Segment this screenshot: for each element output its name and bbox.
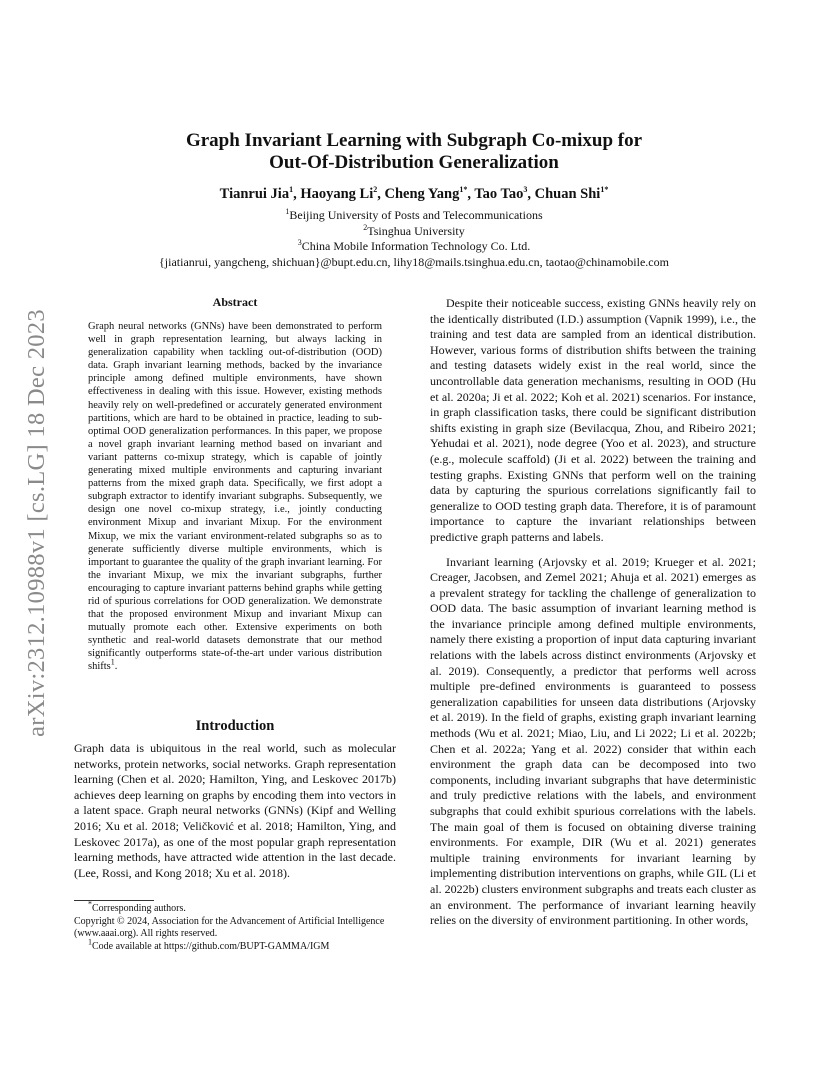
- arxiv-side-stamp: [20, 286, 54, 760]
- paper-title: [90, 130, 738, 174]
- introduction-heading: Introduction: [195, 718, 275, 734]
- affiliation-line: [80, 208, 748, 224]
- footnote-mark: 1: [110, 657, 115, 667]
- affil-text: Beijing University of Posts and Telecommunications: [289, 208, 543, 222]
- affil-text: China Mobile Information Technology Co. Ltd.: [301, 239, 531, 253]
- affil-text: Tsinghua University: [367, 223, 465, 238]
- affiliation-line: [80, 224, 748, 240]
- author-name: Chuan Shi: [534, 186, 601, 202]
- affil-mark: 1: [285, 207, 290, 216]
- footnote-code: $^1$Code available at https://github.com/BUPT-GAMMA/IGM: [88, 937, 330, 952]
- author-name: Tianrui Jia: [219, 186, 290, 202]
- abstract-text: Graph neural networks (GNNs) have been demonstrated to perform well in graph representation learning, but always lacking in generalization capability when tackling out-of-distribution (OOD) data. Graph invariant learning methods, backed by the invariance principle among defined multiple environments, have shown effectiveness in dealing with this issue. However, existing methods heavily rely on well-predefined or accurately generated environment partitions, which are hard to be obtained in practice, leading to sub-optimal OOD generalization performances. In this paper, we propose a novel graph invariant learning method based on invariant and variant patterns co-mixup strategy, which is capable of jointly generating mixed multiple environments and capturing invariant patterns from the mixed graph data. Specifically, we first adopt a subgraph extractor to identify invariant subgraphs. Subsequently, we design one novel co-mixup strategy, i.e., jointly conducting environment Mixup and invariant Mixup. For the environment Mixup, we mix the variant environment-related subgraphs so as to generate sufficiently diverse multiple environments, which is important to guarantee the quality of the graph invariant learning. For the invariant Mixup, we mix the invariant subgraphs, further encouraging to capture invariant patterns behind graphs while getting rid of spurious correlations for OOD generalization. We demonstrate that the proposed environment Mixup and invariant Mixup can mutually promote each other. Extensive experiments on both synthetic and real-world datasets demonstrate that our method significantly outperforms state-of-the-art under various distribution shifts: [88, 321, 382, 673]
- author-list: Tianrui Jia$^1$, Haoyang Li$^2$, Cheng Yang$^{1*}$, Tao Tao$^3$, Chuan Shi$^{1*}$: [219, 185, 609, 202]
- title-line-2: Out-Of-Distribution Generalization: [269, 152, 559, 173]
- footnote-text: Corresponding authors.: [92, 903, 186, 914]
- author-name: Haoyang Li: [300, 186, 374, 202]
- title-line-1: Graph Invariant Learning with Subgraph Co-mixup for: [185, 130, 643, 151]
- affil-mark: 3: [297, 238, 302, 247]
- affiliation-line: [80, 239, 748, 255]
- author-affil-mark: 1*: [459, 185, 468, 195]
- affiliations: [80, 208, 748, 270]
- author-name: Cheng Yang: [384, 186, 460, 202]
- footnote-text: Code available at https://github.com/BUPT-GAMMA/IGM: [92, 940, 330, 952]
- author-affil-mark: 2: [373, 185, 378, 195]
- footnote-copyright: Copyright © 2024, Association for the Advancement of Artificial Intelligence (www.aaai.org). All rights reserved.: [74, 915, 385, 940]
- author-affil-mark: 3: [523, 185, 528, 195]
- author-affil-mark: 1: [289, 185, 294, 195]
- arxiv-id: arXiv:2312.10988v1 [cs.LG] 18 Dec 2023: [23, 309, 50, 737]
- body-paragraph: Despite their noticeable success, existing GNNs heavily rely on the identically distributed (I.D.) assumption (Vapnik 1999), i.e., the training and test data are sampled from an identical distribution. However, various forms of distribution shifts between the training and testing datasets widely exist in the real world, since the uncontrollable data generation mechanisms, resulting in OOD (Hu et al. 2020a; Ji et al. 2022; Koh et al. 2021) scenarios. For instance, in graph classification tasks, there could be significant distribution shifts existing in graph size (Bevilacqua, Zhou, and Ribeiro 2021; Yehudai et al. 2021), node degree (Yoo et al. 2023), and structure (e.g., molecule scaffold) (Ji et al. 2022) between the training and testing graphs. Existing GNNs that perform well on the training data by capturing the spurious correlations significantly fail to generalize to OOD testing graph data. Therefore, it is of paramount importance to capture the invariant relationships between predictive graph patterns and labels.: [430, 296, 756, 544]
- body-paragraph: Invariant learning (Arjovsky et al. 2019; Krueger et al. 2021; Creager, Jacobsen, and Zemel 2021; Ahuja et al. 2021) emerges as a prevalent strategy for tackling the challenge of generalization to OOD data. The basic assumption of invariant learning method is the invariance principle among defined multiple environments, namely there existing a proportion of input data capturing invariant relations with the labels across distinct environments (Arjovsky et al. 2019). Consequently, a predictor that performs well across multiple pre-defined environments is guaranteed to possess generalization capabilities for unseen data distributions (Arjovsky et al. 2019). In the field of graphs, existing graph invariant learning methods (Wu et al. 2021; Miao, Liu, and Li 2022; Li et al. 2022b; Chen et al. 2022a; Yang et al. 2022) consider that within each environment the graph data can be decomposed into two components, including invariant subgraphs that have deterministic and truly predictive relations with the labels, and environment subgraphs that could exhibit spurious correlations with the labels. The main goal of them is focused on obtaining diverse training environments. For example, DIR (Wu et al. 2021) generates multiple training environments for invariant learning by implementing distribution interventions on graphs, while GIL (Li et al. 2022b) clusters environment subgraphs and treats each cluster as an environment. The performance of invariant learning heavily relies on the diversity of environment partitioning. In other words,: [430, 554, 756, 928]
- abstract-heading: Abstract: [212, 295, 258, 309]
- author-name: Tao Tao: [474, 186, 524, 202]
- footnotes: [74, 899, 398, 953]
- right-column: [430, 296, 756, 929]
- footnote-rule: [74, 900, 154, 901]
- introduction-body: Graph data is ubiquitous in the real world, such as molecular networks, protein networks, social networks. Graph representation learning (Chen et al. 2020; Hamilton, Ying, and Leskovec 2017b) achieves deep learning on graphs by encoding them into vectors in a latent space. Graph neural networks (GNNs) (Kipf and Welling 2016; Xu et al. 2018; Veličković et al. 2018; Hamilton, Ying, and Leskovec 2017a), as one of the most popular graph representation learning methods, have attracted wide attention in the last decade. (Lee, Rossi, and Kong 2018; Xu et al. 2018).: [74, 741, 396, 880]
- affil-mark: 2: [363, 222, 368, 232]
- abstract-body: Graph neural networks (GNNs) have been demonstrated to perform well in graph representation learning, but always lacking in generalization capability when tackling out-of-distribution (OOD) data. Graph invariant learning methods, backed by the invariance principle among defined multiple environments, have shown effectiveness in dealing with this issue. However, existing methods heavily rely on well-predefined or accurately generated environment partitions, which are hard to be obtained in practice, leading to sub-optimal OOD generalization performances. In this paper, we propose a novel graph invariant learning method based on invariant and variant patterns co-mixup strategy, which is capable of jointly generating mixed multiple environments and capturing invariant patterns from the mixed graph data. Specifically, we first adopt a subgraph extractor to identify invariant subgraphs. Subsequently, we design one novel co-mixup strategy, i.e., jointly conducting environment Mixup and invariant Mixup. For the environment Mixup, we mix the variant environment-related subgraphs so as to generate sufficiently diverse multiple environments, which is important to guarantee the quality of the graph invariant learning. For the invariant Mixup, we mix the invariant subgraphs, further encouraging to capture invariant patterns behind graphs while getting rid of spurious correlations for OOD generalization. We demonstrate that the proposed environment Mixup and invariant Mixup can mutually promote each other. Extensive experiments on both synthetic and real-world datasets demonstrate that our method significantly outperforms state-of-the-art under various distribution shifts$^1$.: [88, 321, 382, 673]
- author-affil-mark: 1*: [600, 185, 609, 195]
- footnote-corresponding: *Corresponding authors.: [88, 899, 186, 914]
- author-emails: {jiatianrui, yangcheng, shichuan}@bupt.edu.cn, lihy18@mails.tsinghua.edu.cn, taotao@chinamobile.com: [159, 254, 669, 269]
